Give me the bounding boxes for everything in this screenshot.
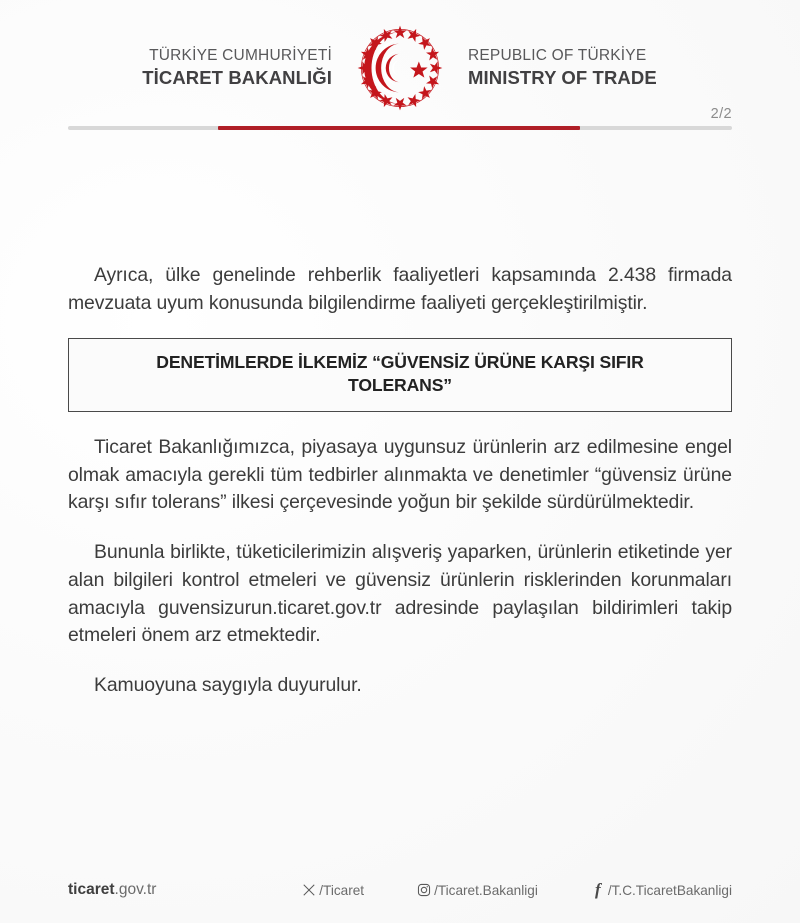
turkish-state-emblem [354,22,446,114]
social-link-instagram[interactable] [416,882,538,898]
page-number: 2/2 [710,106,732,122]
brand-tr-line2: TİCARET BAKANLIĞI [142,67,332,89]
document-footer [0,875,800,905]
social-link-facebook[interactable] [590,882,732,898]
footer-website[interactable] [68,881,156,899]
brand-block [0,22,800,114]
footer-website-bold: ticaret [68,881,115,898]
paragraph-spacer [68,650,732,672]
brand-english [446,47,728,89]
footer-social-links [301,882,732,898]
brand-en-line1: REPUBLIC OF TÜRKİYE [468,46,647,64]
social-handle-instagram: /Ticaret.Bakanligi [434,882,538,898]
brand-en-line2: MINISTRY OF TRADE [468,67,657,89]
footer-website-rest: .gov.tr [114,881,157,898]
paragraph-spacer [68,517,732,539]
facebook-icon: f [595,880,601,899]
paragraph-zero-tolerance: Ticaret Bakanlığımızca, piyasaya uygunsuz ürünlerin arz edilmesine engel olmak amacıyla gerekli tüm tedbirler alınmakta ve denetimler “güvensiz ürüne karşı sıfır tolerans” ilkesi çerçevesinde yoğun bir şekilde sürdürülmektedir. [68,435,732,514]
header-divider-accent [218,126,580,130]
instagram-icon [416,882,432,898]
paragraph-closing: Kamuoyuna saygıyla duyurulur. [94,674,362,697]
paragraph-consumer-advice: Bununla birlikte, tüketicilerimizin alışveriş yaparken, ürünlerin etiketinde yer alan bilgileri kontrol etmeleri ve güvensiz ürünlerin risklerinden korunmaları amacıyla guvensizurun.ticaret.gov.tr adresinde paylaşılan bildirimleri takip etmeleri önem arz etmektedir. [68,541,732,647]
document-header [0,0,800,140]
brand-tr-line1: TÜRKİYE CUMHURİYETİ [149,46,332,64]
social-handle-facebook: /T.C.TicaretBakanligi [607,882,732,898]
document-body [68,262,732,700]
paragraph-guidance-activities: Ayrıca, ülke genelinde rehberlik faaliyetleri kapsamında 2.438 firmada mevzuata uyum konusunda bilgilendirme faaliyeti gerçekleştirilmiştir. [68,264,732,314]
callout-heading: DENETİMLERDE İLKEMİZ “GÜVENSİZ ÜRÜNE KARŞI SIFIR TOLERANS” [156,351,644,395]
header-divider [68,126,732,130]
callout-box [68,338,732,412]
social-link-x[interactable] [301,882,364,898]
brand-turkish [72,47,354,89]
social-handle-x: /Ticaret [319,882,365,898]
x-twitter-icon [301,882,317,898]
